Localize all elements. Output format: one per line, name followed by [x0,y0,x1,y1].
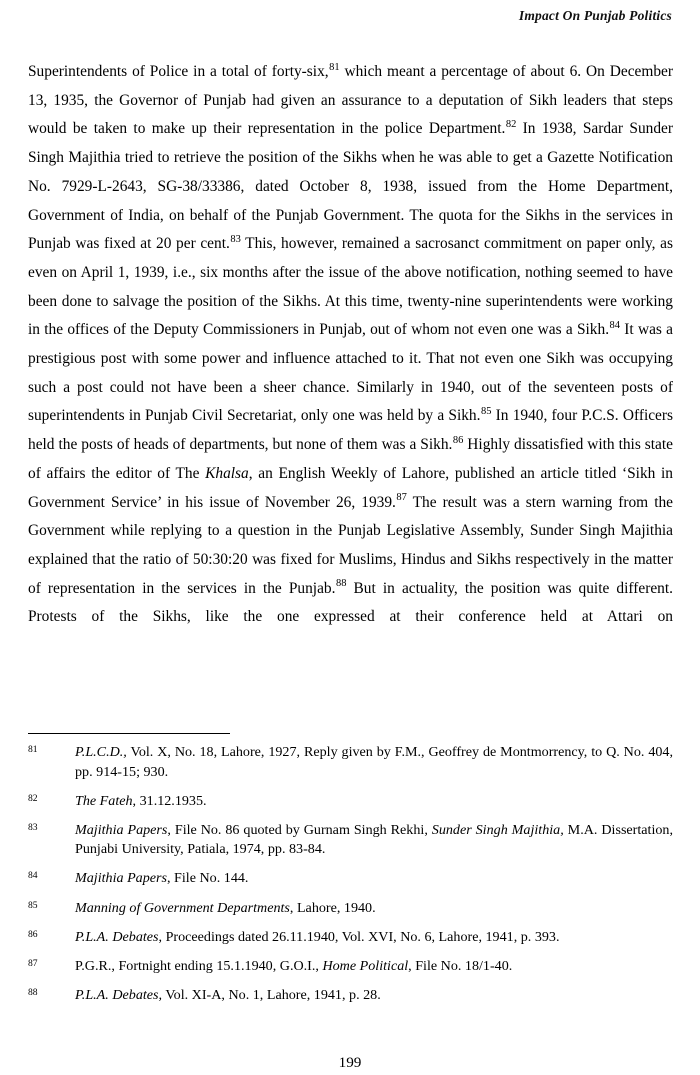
footnote-text-run: , Proceedings dated 26.11.1940, Vol. XVI, No. 6, Lahore, 1941, p. 393. [158,928,560,945]
footnote-text-run: , Lahore, 1940. [289,899,376,916]
footnote-reference-83[interactable]: 83 [230,233,241,245]
footnote-italic-run: Majithia Papers [75,821,168,838]
body-text-run: which meant a percentage of about 6. On December 13, 1935, the Governor of Punjab had given an assurance to a deputation of Sikh leaders that steps would be taken to make up their representation in the police Department. [28,63,673,138]
body-text-run: Highly dissatisfied with this state of affairs the editor of The [28,436,673,482]
footnote-list [28,743,673,1015]
footnote-number[interactable]: 84 [28,870,38,882]
footnote-text [75,957,673,977]
footnote-number[interactable]: 82 [28,792,38,804]
footnote-number[interactable]: 86 [28,928,38,940]
footnote-reference-87[interactable]: 87 [396,492,407,504]
body-italic-run: Khalsa [205,464,249,482]
body-text-run: It was a prestigious post with some power and influence attached to it. That not even one Sikh was occupying such a post could not have been a sheer chance. Similarly in 1940, out of the seventeen posts of superintendents in Punjab Civil Secretariat, only one was held by a Sikh. [28,321,674,425]
footnote-reference-82[interactable]: 82 [505,118,517,130]
footnote-text [75,792,673,812]
page-number: 199 [338,1054,362,1071]
footnote-separator-rule [28,733,230,734]
footnote-text-run: , File No. 86 quoted by Gurnam Singh Rekhi, [167,821,432,838]
footnote-italic-run: P.L.C.D., [75,744,127,760]
footnote-text [75,986,673,1006]
footnote-number[interactable]: 88 [28,986,38,998]
body-text-run: This, however, remained a sacrosanct commitment on paper only, as even on April 1, 1939, i.e., six months after the issue of the above notification, nothing seemed to have been done to salvage the position of the Sikhs. At this time, twenty-nine superintendents were working in the offices of the Deputy Commissioners in Punjab, out of whom not even one was a Sikh. [28,235,673,339]
footnote-text-run: , File No. 18/1-40. [408,957,513,974]
footnote-text [75,899,673,919]
footnote-italic-run: Manning of Government Departments [75,899,290,916]
footnote-text-run: P.G.R., Fortnight ending 15.1.1940, G.O.I., [75,957,323,974]
body-text-run: , an English Weekly of Lahore, published an article titled ‘Sikh in Government Service’ in his issue of November 26, 1939. [28,464,673,511]
footnote-item [28,957,673,977]
footnote-number[interactable]: 83 [28,821,38,833]
footnote-text-run: , 31.12.1935. [132,792,207,809]
footnote-item [28,899,673,919]
footnote-reference-81[interactable]: 81 [329,61,340,73]
footnote-text-run: M.A. Dissertation, Punjabi University, Patiala, 1974, pp. 83-84. [75,821,673,858]
footnote-item [28,928,673,948]
footnote-text [75,869,673,889]
footnote-text [75,821,673,860]
footnote-text-run: , File No. 144. [167,870,249,887]
footnote-italic-run: Sunder Singh Majithia, [431,821,564,838]
body-text-run: In 1940, four P.C.S. Officers held the posts of heads of departments, but none of them was a Sikh. [28,407,673,454]
footnote-reference-86[interactable]: 86 [452,434,464,446]
footnote-item [28,792,673,812]
body-text-run: Superintendents of Police in a total of forty-six, [28,63,329,80]
footnote-reference-88[interactable]: 88 [335,578,347,590]
body-text-run: But in actuality, the position was quite different. Protests of the Sikhs, like the one expressed at their conference held at Attari on [28,579,673,626]
footnote-number[interactable]: 81 [28,744,38,755]
footnote-reference-85[interactable]: 85 [480,405,492,417]
footnote-item [28,869,673,889]
footnote-italic-run: Home Political [322,957,409,974]
footnote-number[interactable]: 85 [28,899,38,911]
footnote-text [75,743,673,782]
body-text-run: The result was a stern warning from the Government while replying to a question in the Punjab Legislative Assembly, Sunder Singh Majithia explained that the ratio of 50:30:20 was fixed for Muslims, Hindus and Sikhs respectively in the matter of representation in the services in the Punjab. [28,493,673,597]
footnote-italic-run: The Fateh [75,792,133,809]
body-text-run: In 1938, Sardar Sunder Singh Majithia tried to retrieve the position of the Sikhs when he was able to get a Gazette Notification No. 7929-L-2643, SG-38/33386, dated October 8, 1938, issued from the Home Department, Government of India, on behalf of the Punjab Government. The quota for the Sikhs in the services in Punjab was fixed at 20 per cent. [28,120,673,253]
footnote-text-run: Vol. XI-A, No. 1, Lahore, 1941, p. 28. [162,986,381,1003]
footnote-item [28,821,673,860]
footnote-text-run: Vol. X, No. 18, Lahore, 1927, Reply given by F.M., Geoffrey de Montmorrency, to Q. No. 404, pp. 914-15; 930. [75,744,673,780]
footnote-text [75,928,673,948]
footnote-number[interactable]: 87 [28,957,38,969]
footnote-reference-84[interactable]: 84 [609,319,621,331]
running-header: Impact On Punjab Politics [518,8,672,23]
footnote-item [28,986,673,1006]
footnote-italic-run: P.L.A. Debates [75,928,159,945]
footnote-italic-run: Majithia Papers [75,870,167,887]
footnote-italic-run: P.L.A. Debates, [75,986,163,1003]
body-paragraph [28,58,673,661]
body-text-block [28,58,673,661]
footnote-item [28,743,673,782]
